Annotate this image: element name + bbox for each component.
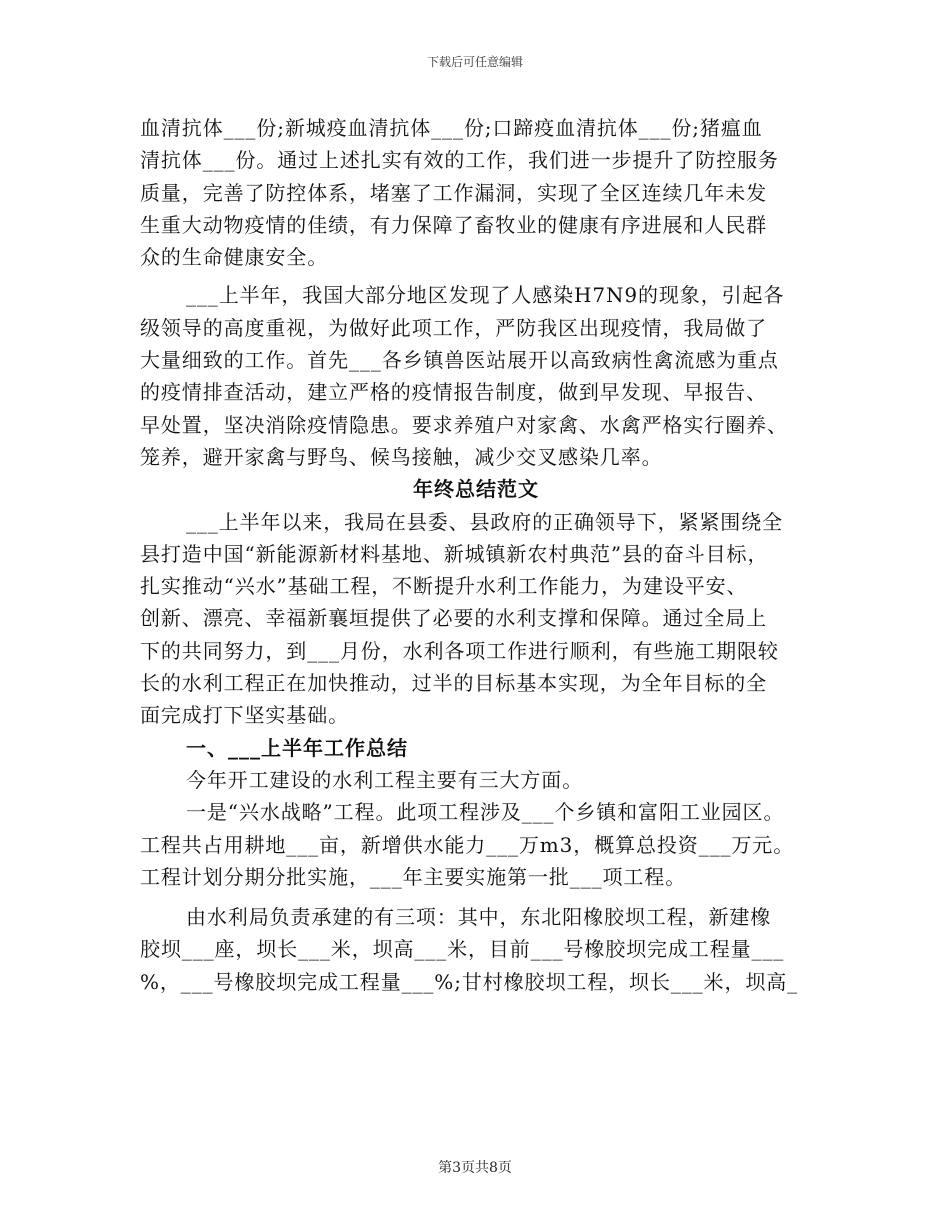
text-line: 今年开工建设的水利工程主要有三大方面。 bbox=[186, 767, 584, 792]
text-line: 工程共占用耕地___亩，新增供水能力___万m3，概算总投资___万元。 bbox=[140, 832, 795, 857]
text-line: ___上半年以来，我局在县委、县政府的正确领导下，紧紧围绕全 bbox=[186, 509, 783, 534]
text-line: 早处置，坚决消除疫情隐患。要求养殖户对家禽、水禽严格实行圈养、 bbox=[140, 412, 788, 437]
text-line: 扎实推动“兴水”基础工程，不断提升水利工作能力，为建设平安、 bbox=[140, 574, 748, 599]
text-line: ___上半年，我国大部分地区发现了人感染H7N9的现象，引起各 bbox=[186, 283, 785, 308]
text-line: 下的共同努力，到___月份，水利各项工作进行顺利，有些施工期限较 bbox=[140, 638, 779, 663]
text-line: 一是“兴水战略”工程。此项工程涉及___个乡镇和富阳工业园区。 bbox=[186, 800, 785, 825]
paragraph-serum-results bbox=[140, 112, 812, 273]
text-line: 创新、漂亮、幸福新襄垣提供了必要的水利支撑和保障。通过全局上 bbox=[140, 606, 767, 631]
paragraph-water-strategy bbox=[140, 796, 812, 893]
section-title: 年终总结范文 bbox=[413, 477, 539, 502]
text-line: 质量，完善了防控体系，堵塞了工作漏洞，实现了全区连续几年未发 bbox=[140, 180, 767, 205]
text-line: 血清抗体___份;新城疫血清抗体___份;口蹄疫血清抗体___份;猪瘟血 bbox=[140, 116, 763, 140]
page-header: 下载后可任意编辑 bbox=[426, 55, 523, 69]
text-line: 清抗体___份。通过上述扎实有效的工作，我们进一步提升了防控服务 bbox=[140, 148, 779, 173]
text-line: 面完成打下坚实基础。 bbox=[140, 703, 349, 728]
text-line: 胶坝___座，坝长___米，坝高___米，目前___号橡胶坝完成工程量___ bbox=[140, 937, 785, 962]
text-line: %，___号橡胶坝完成工程量___%;甘村橡胶坝工程，坝长___米，坝高_ bbox=[140, 969, 799, 994]
text-line: 笼养，避开家禽与野鸟、候鸟接触，减少交叉感染几率。 bbox=[140, 444, 663, 469]
text-line: 的疫情排查活动，建立严格的疫情报告制度，做到早发现、早报告、 bbox=[140, 380, 767, 405]
paragraph-intro bbox=[140, 506, 812, 732]
text-line: 级领导的高度重视，为做好此项工作，严防我区出现疫情，我局做了 bbox=[140, 315, 767, 340]
paragraph-rubber-dams bbox=[140, 901, 812, 998]
text-line: 长的水利工程正在加快推动，过半的目标基本实现，为全年目标的全 bbox=[140, 671, 767, 696]
text-line: 大量细致的工作。首先___各乡镇兽医站展开以高致病性禽流感为重点 bbox=[140, 348, 779, 373]
document-body bbox=[140, 112, 812, 998]
section-heading: 一、___上半年工作总结 bbox=[186, 735, 408, 760]
text-line: 由水利局负责承建的有三项：其中，东北阳橡胶坝工程，新建橡 bbox=[186, 905, 772, 930]
text-line: 工程计划分期分批实施，___年主要实施第一批___项工程。 bbox=[140, 864, 687, 889]
paragraph-projects-overview bbox=[140, 764, 812, 796]
text-line: 生重大动物疫情的佳绩，有力保障了畜牧业的健康有序进展和人民群 bbox=[140, 212, 767, 237]
text-line: 众的生命健康安全。 bbox=[140, 245, 329, 270]
page-footer: 第3页共8页 bbox=[438, 1160, 512, 1176]
paragraph-h7n9 bbox=[140, 279, 812, 473]
text-line: 县打造中国“新能源新材料基地、新城镇新农村典范”县的奋斗目标， bbox=[140, 541, 769, 566]
